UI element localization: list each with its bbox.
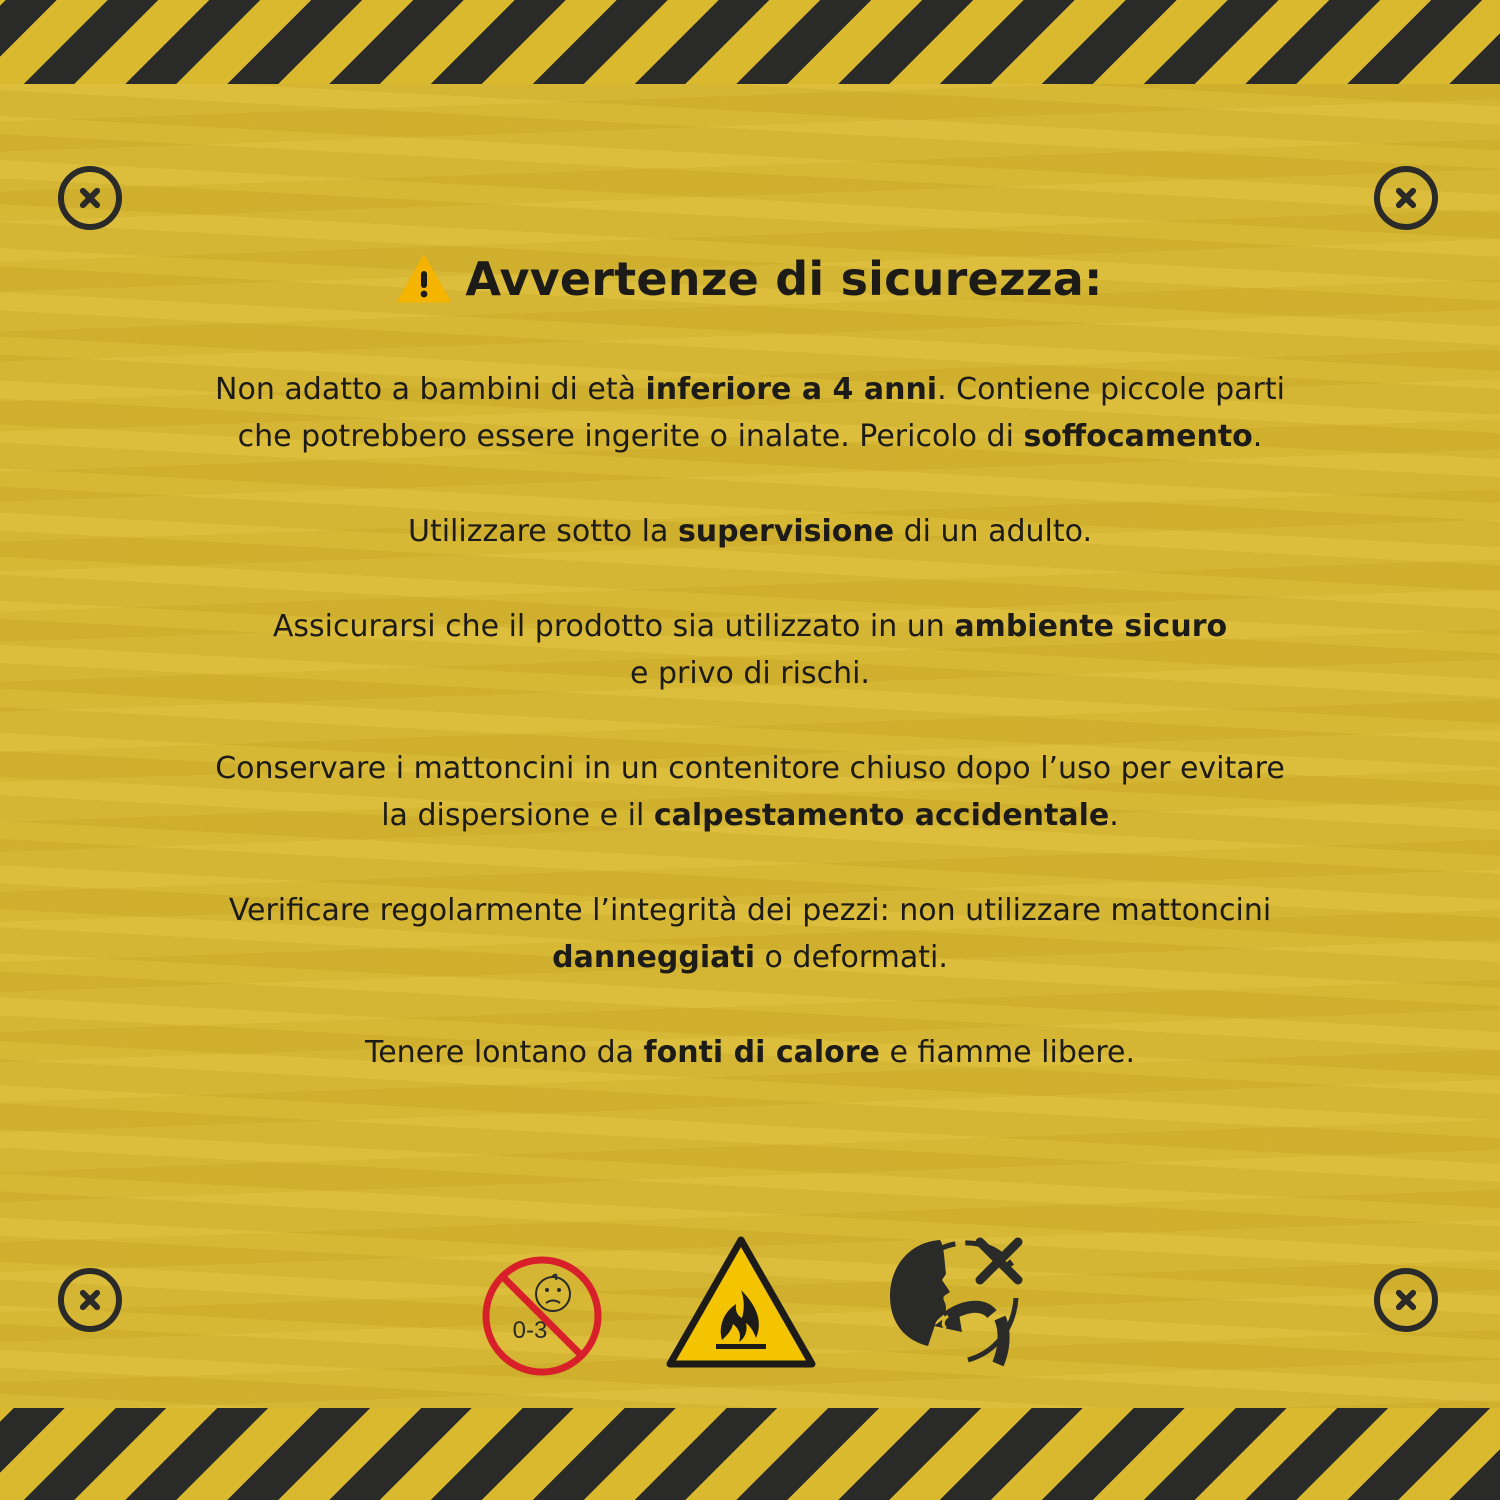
line-text: di un adulto. [894, 514, 1092, 549]
line-text: . Contiene piccole parti [937, 372, 1285, 407]
line-text: e fiamme libere. [879, 1035, 1135, 1070]
title-row [0, 252, 1500, 306]
line-text: Non adatto a bambini di età [215, 372, 646, 407]
line-text: e privo di rischi. [630, 656, 870, 691]
bold-text: ambiente sicuro [954, 609, 1228, 644]
warning-paragraph [100, 745, 1400, 839]
screw-icon [58, 166, 122, 230]
flammable-warning-icon [664, 1234, 818, 1372]
line-text: che potrebbero essere ingerite o inalate. Pericolo di [237, 419, 1024, 454]
warning-paragraph [100, 366, 1400, 460]
line-text: . [1252, 419, 1263, 454]
bold-text: supervisione [677, 514, 895, 549]
warnings-list [100, 366, 1400, 1124]
warning-paragraph [100, 887, 1400, 981]
bold-text: fonti di calore [643, 1035, 880, 1070]
line-text: Assicurarsi che il prodotto sia utilizzato in un [272, 609, 955, 644]
line-text: la dispersione e il [381, 798, 654, 833]
hazard-stripe-bottom [0, 1408, 1500, 1500]
bold-text: calpestamento accidentale [653, 798, 1110, 833]
line-text: o deformati. [755, 940, 948, 975]
bold-text: inferiore a 4 anni [645, 372, 938, 407]
no-children-0-3-icon [480, 1254, 604, 1378]
hazard-stripe-top [0, 0, 1500, 84]
warning-paragraph [100, 508, 1400, 555]
bold-text: danneggiati [552, 940, 755, 975]
warning-paragraph [100, 1029, 1400, 1076]
screw-icon [1374, 1268, 1438, 1332]
age-badge: 0-3 [512, 1317, 548, 1344]
screw-icon [58, 1268, 122, 1332]
bold-text: soffocamento [1023, 419, 1253, 454]
line-text: Conservare i mattoncini in un contenitore chiuso dopo l’uso per evitare [215, 751, 1285, 786]
warning-paragraph [100, 603, 1400, 697]
line-text: . [1109, 798, 1119, 833]
line-text: Tenere lontano da [365, 1035, 644, 1070]
screw-icon [1374, 166, 1438, 230]
page-title: Avvertenze di sicurezza: [465, 252, 1103, 306]
line-text: Verificare regolarmente l’integrità dei pezzi: non utilizzare mattoncini [228, 893, 1272, 928]
warning-icon [397, 255, 451, 303]
no-inhalation-icon [884, 1232, 1028, 1372]
line-text: Utilizzare sotto la [408, 514, 678, 549]
